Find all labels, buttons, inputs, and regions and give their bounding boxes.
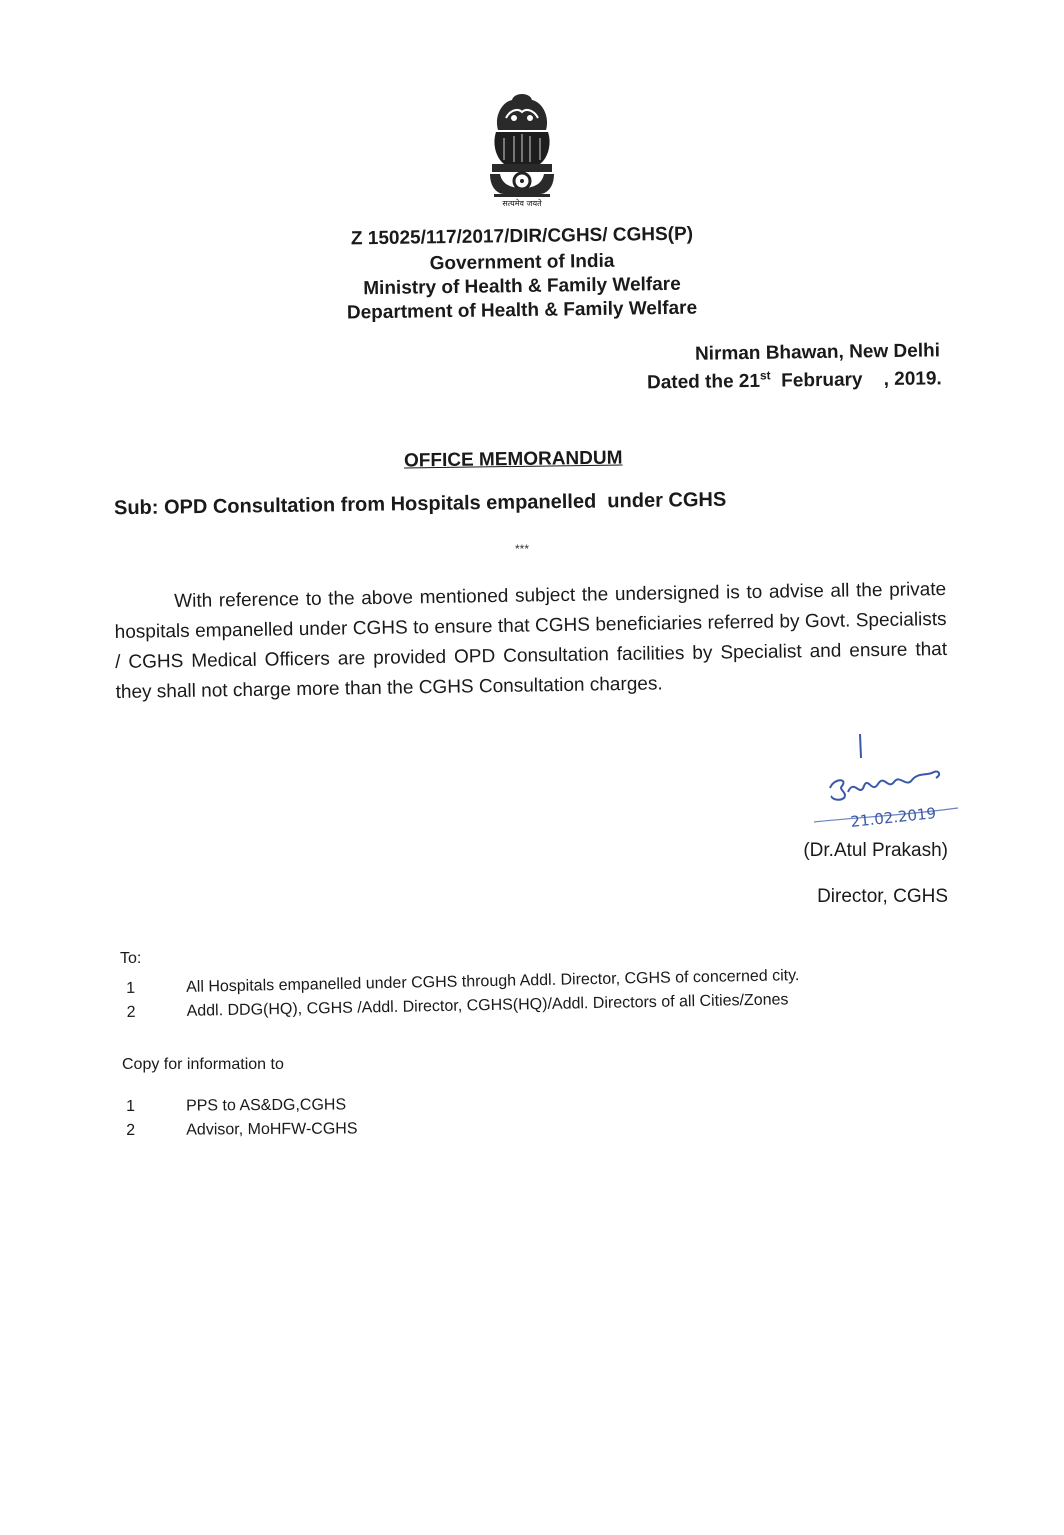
emblem-motto: सत्यमेव जयते bbox=[502, 199, 542, 208]
to-label: To: bbox=[120, 950, 142, 967]
copy-list bbox=[126, 1096, 358, 1146]
signature-date: 21.02.2019 bbox=[849, 804, 937, 831]
government-name: Government of India bbox=[429, 250, 615, 275]
signatory-designation: Director, CGHS bbox=[817, 886, 948, 907]
date-line bbox=[647, 366, 942, 394]
body-paragraph: With reference to the above mentioned subject the undersigned is to advise all the private hospitals empanelled under CGHS to ensure that CGHS beneficiaries referred by Govt. Specialists / CGHS Medical Officers are provided OPD Consultation facilities by Specialist and ensure that they shall not charge more than the CGHS Consultation charges. bbox=[114, 578, 948, 703]
list-item bbox=[126, 1096, 357, 1122]
date-prefix: Dated the 21 bbox=[647, 370, 761, 394]
to-list bbox=[126, 967, 800, 1028]
list-item bbox=[126, 1120, 357, 1146]
place: Nirman Bhawan, New Delhi bbox=[694, 340, 941, 365]
memo-title: OFFICE MEMORANDUM bbox=[403, 447, 623, 472]
list-item-text: All Hospitals empanelled under CGHS through Addl. Director, CGHS of concerned city. bbox=[185, 967, 800, 996]
list-item-number: 1 bbox=[126, 979, 136, 997]
separator: *** bbox=[515, 542, 530, 556]
ministry-name: Ministry of Health & Family Welfare bbox=[363, 273, 681, 300]
signatory-name: (Dr.Atul Prakash) bbox=[803, 840, 948, 861]
date-ordinal-suffix: st bbox=[760, 368, 771, 383]
ashoka-emblem-icon bbox=[484, 88, 560, 210]
date-month-year: February , 2019. bbox=[770, 368, 943, 392]
list-item-number: 2 bbox=[126, 1003, 136, 1021]
list-item-text: Addl. DDG(HQ), CGHS /Addl. Director, CGHS(HQ)/Addl. Directors of all Cities/Zones bbox=[186, 991, 789, 1020]
list-item-number: 2 bbox=[126, 1121, 136, 1139]
list-item-number: 1 bbox=[126, 1097, 136, 1115]
copy-label: Copy for information to bbox=[122, 1056, 284, 1073]
handwritten-signature bbox=[808, 728, 978, 838]
subject-line: Sub: OPD Consultation from Hospitals empanelled under CGHS bbox=[113, 488, 727, 520]
list-item-text: Advisor, MoHFW-CGHS bbox=[186, 1120, 358, 1139]
department-name: Department of Health & Family Welfare bbox=[346, 297, 698, 324]
list-item-text: PPS to AS&DG,CGHS bbox=[185, 1096, 347, 1115]
file-number: Z 15025/117/2017/DIR/CGHS/ CGHS(P) bbox=[350, 223, 694, 250]
